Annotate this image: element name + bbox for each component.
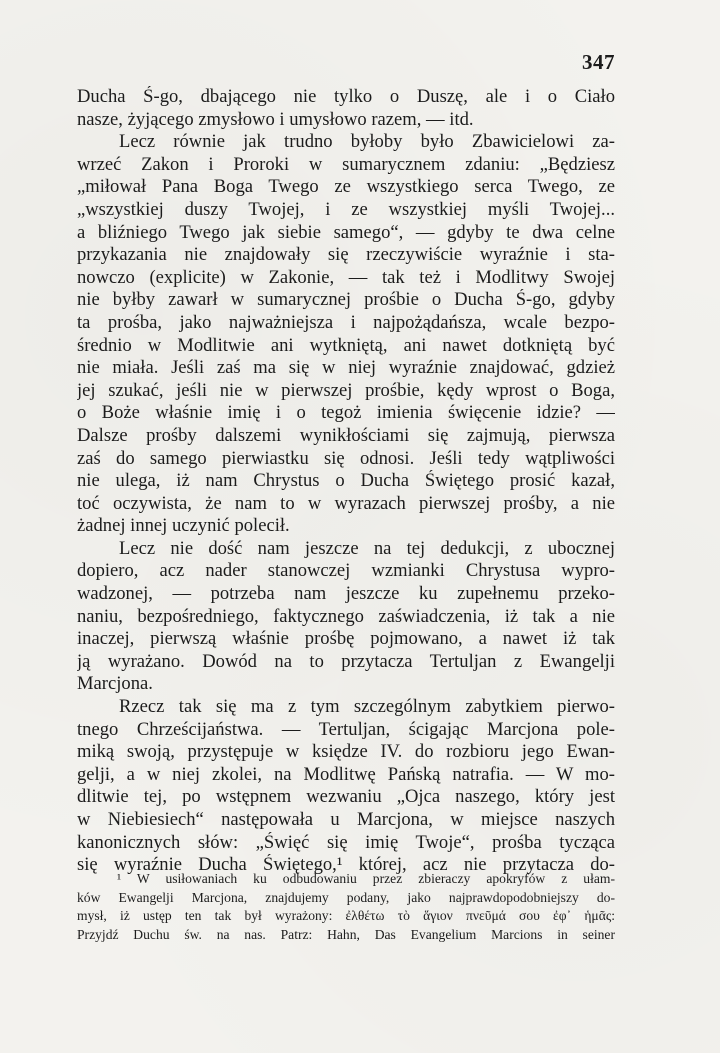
text-line: ta prośba, jako najważniejsza i najpożądańsza, wcale bezpo- — [77, 311, 615, 333]
text-line: Ducha Ś-go, dbającego nie tylko o Duszę, ale i o Ciało — [77, 86, 615, 107]
text-line: wadzonej, — potrzeba nam jeszcze ku zupełnemu przeko- — [77, 583, 615, 605]
footnote-line: Przyjdź Duchu św. na nas. Patrz: Hahn, Das Evangelium Marcions in seiner — [77, 926, 615, 942]
text-line: inaczej, pierwszą właśnie prośbę pojmowano, a nawet iż tak — [77, 628, 615, 650]
text-line: w Niebiesiech“ następowała u Marcjona, w miejsce naszych — [77, 809, 615, 830]
text-line: żadnej innej uczynić polecił. — [77, 515, 290, 537]
text-line: nasze, żyjącego zmysłowo i umysłowo razem, — itd. — [77, 108, 474, 130]
text-line: jej szukać, jeśli nie w pierwszej prośbie, kędy wprost o Boga, — [77, 379, 615, 401]
text-line: Rzecz tak się ma z tym szczególnym zabytkiem pierwo- — [119, 696, 615, 718]
text-line: nowczo (explicite) w Zakonie, — tak też i Modlitwy Swojej — [77, 266, 615, 288]
text-line: toć oczywista, że nam to w wyrazach pierwszej prośby, a nie — [77, 492, 615, 514]
text-line: o Boże właśnie imię i o tegoż imienia święcenie idzie? — — [77, 402, 615, 424]
text-line: ją wyrażano. Dowód na to przytacza Tertuljan z Ewangelji — [77, 650, 615, 672]
text-line: Lecz równie jak trudno byłoby było Zbawicielowi za- — [119, 131, 615, 153]
text-line: Marcjona. — [77, 673, 153, 695]
text-line: naniu, bezpośredniego, faktycznego zaświadczenia, iż tak a nie — [77, 605, 615, 627]
text-line: zaś do samego pierwiastku się odnosi. Jeśli tedy wątpliwości — [77, 447, 615, 469]
text-line: przykazania nie znajdowały się rzeczywiście wyraźnie i sta- — [77, 244, 615, 266]
text-line: kanonicznych słów: „Święć się imię Twoje“, prośba tycząca — [77, 831, 615, 853]
text-line: a bliźniego Twego jak siebie samego“, — gdyby te dwa celne — [77, 221, 615, 243]
text-line: nie byłby zawarł w sumarycznej prośbie o Ducha Ś-go, gdyby — [77, 289, 615, 311]
footnote-line: mysł, iż ustęp ten tak był wyrażony: ἐλθέτω τὸ ἅγιον πνεῦμά σου ἐφ᾽ ἡμᾶς: — [77, 908, 615, 923]
page-number: 347 — [582, 50, 615, 74]
footnote-line: ków Ewangelji Marcjona, znajdujemy podany, jako najprawdopodobniejszy do- — [77, 889, 615, 905]
text-line: nie ulega, iż nam Chrystus o Ducha Świętego prosić kazał, — [77, 470, 615, 492]
text-line: gelji, a w niej zkolei, na Modlitwę Pańską natrafia. — W mo- — [77, 763, 615, 785]
text-line: „miłował Pana Boga Twego ze wszystkiego serca Twego, ze — [77, 176, 615, 198]
text-line: Dalsze prośby dalszemi wynikłościami się zajmują, pierwsza — [77, 424, 615, 446]
body-text — [77, 86, 615, 877]
text-line: dopiero, acz nader stanowczej wzmianki Chrystusa wypro- — [77, 560, 615, 582]
text-line: miką swoją, przystępuje w księdze IV. do rozbioru jego Ewan- — [77, 741, 615, 763]
footnotes — [77, 870, 615, 944]
text-line: wrzeć Zakon i Proroki w sumarycznem zdaniu: „Będziesz — [77, 153, 615, 175]
text-line: się wyraźnie Ducha Świętego,¹ której, acz nie przytacza do- — [77, 854, 615, 876]
text-line: Lecz nie dość nam jeszcze na tej dedukcji, z ubocznej — [119, 537, 615, 559]
text-line: tnego Chrześcijaństwa. — Tertuljan, ścigając Marcjona pole- — [77, 718, 615, 740]
text-line: średnio w Modlitwie ani wytkniętą, ani nawet dotkniętą być — [77, 334, 615, 356]
text-line: „wszystkiej duszy Twojej, i ze wszystkiej myśli Twojej... — [77, 198, 615, 220]
text-line: dlitwie tej, po wstępnem wezwaniu „Ojca naszego, który jest — [77, 786, 615, 808]
footnote-line: ¹ W usiłowaniach ku odbudowaniu przez zbieraczy apokryfów z ułam- — [117, 871, 615, 886]
text-line: nie miała. Jeśli zaś ma się w niej wyraźnie znajdować, gdzież — [77, 357, 615, 379]
